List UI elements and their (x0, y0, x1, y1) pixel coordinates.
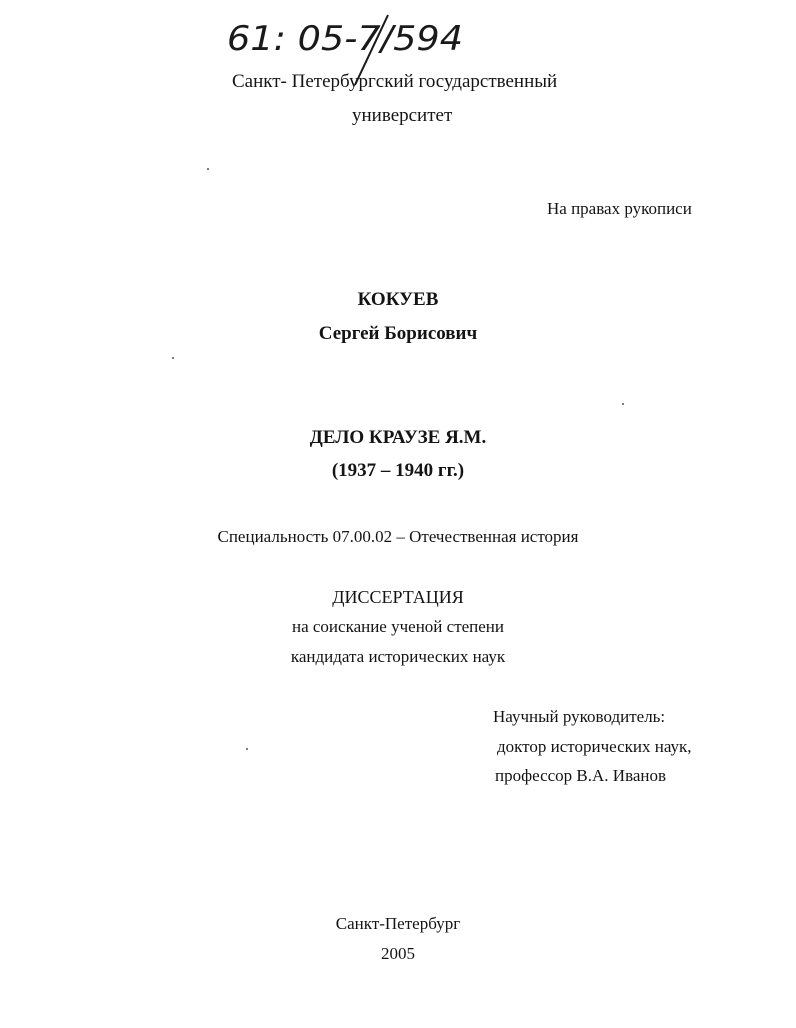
publication-year: 2005 (381, 944, 415, 963)
scan-speck (207, 168, 209, 170)
specialty-line: Специальность 07.00.02 – Отечественная история (217, 527, 579, 546)
dissertation-period: (1937 – 1940 гг.) (331, 460, 465, 481)
university-name-line2: университет (352, 105, 453, 126)
author-surname: КОКУЕВ (357, 289, 439, 310)
scan-speck (172, 357, 174, 359)
document-type: ДИССЕРТАЦИЯ (332, 587, 464, 607)
supervisor-degree: доктор исторических наук, (497, 737, 692, 756)
stamp-text: 61: 05-7/594 (227, 19, 463, 59)
degree-purpose-line2: кандидата исторических наук (290, 647, 506, 666)
degree-purpose-line1: на соискание ученой степени (291, 617, 505, 636)
scan-speck (246, 748, 248, 750)
publication-city: Санкт-Петербург (335, 914, 461, 933)
dissertation-title: ДЕЛО КРАУЗЕ Я.М. (309, 427, 487, 448)
supervisor-name: профессор В.А. Иванов (495, 766, 667, 785)
university-name-line1: Санкт- Петербургский государственный (232, 71, 558, 92)
supervisor-label: Научный руководитель: (493, 707, 666, 726)
scan-speck (622, 403, 624, 405)
manuscript-rights-note: На правах рукописи (547, 199, 692, 218)
author-given-names: Сергей Борисович (318, 323, 478, 344)
